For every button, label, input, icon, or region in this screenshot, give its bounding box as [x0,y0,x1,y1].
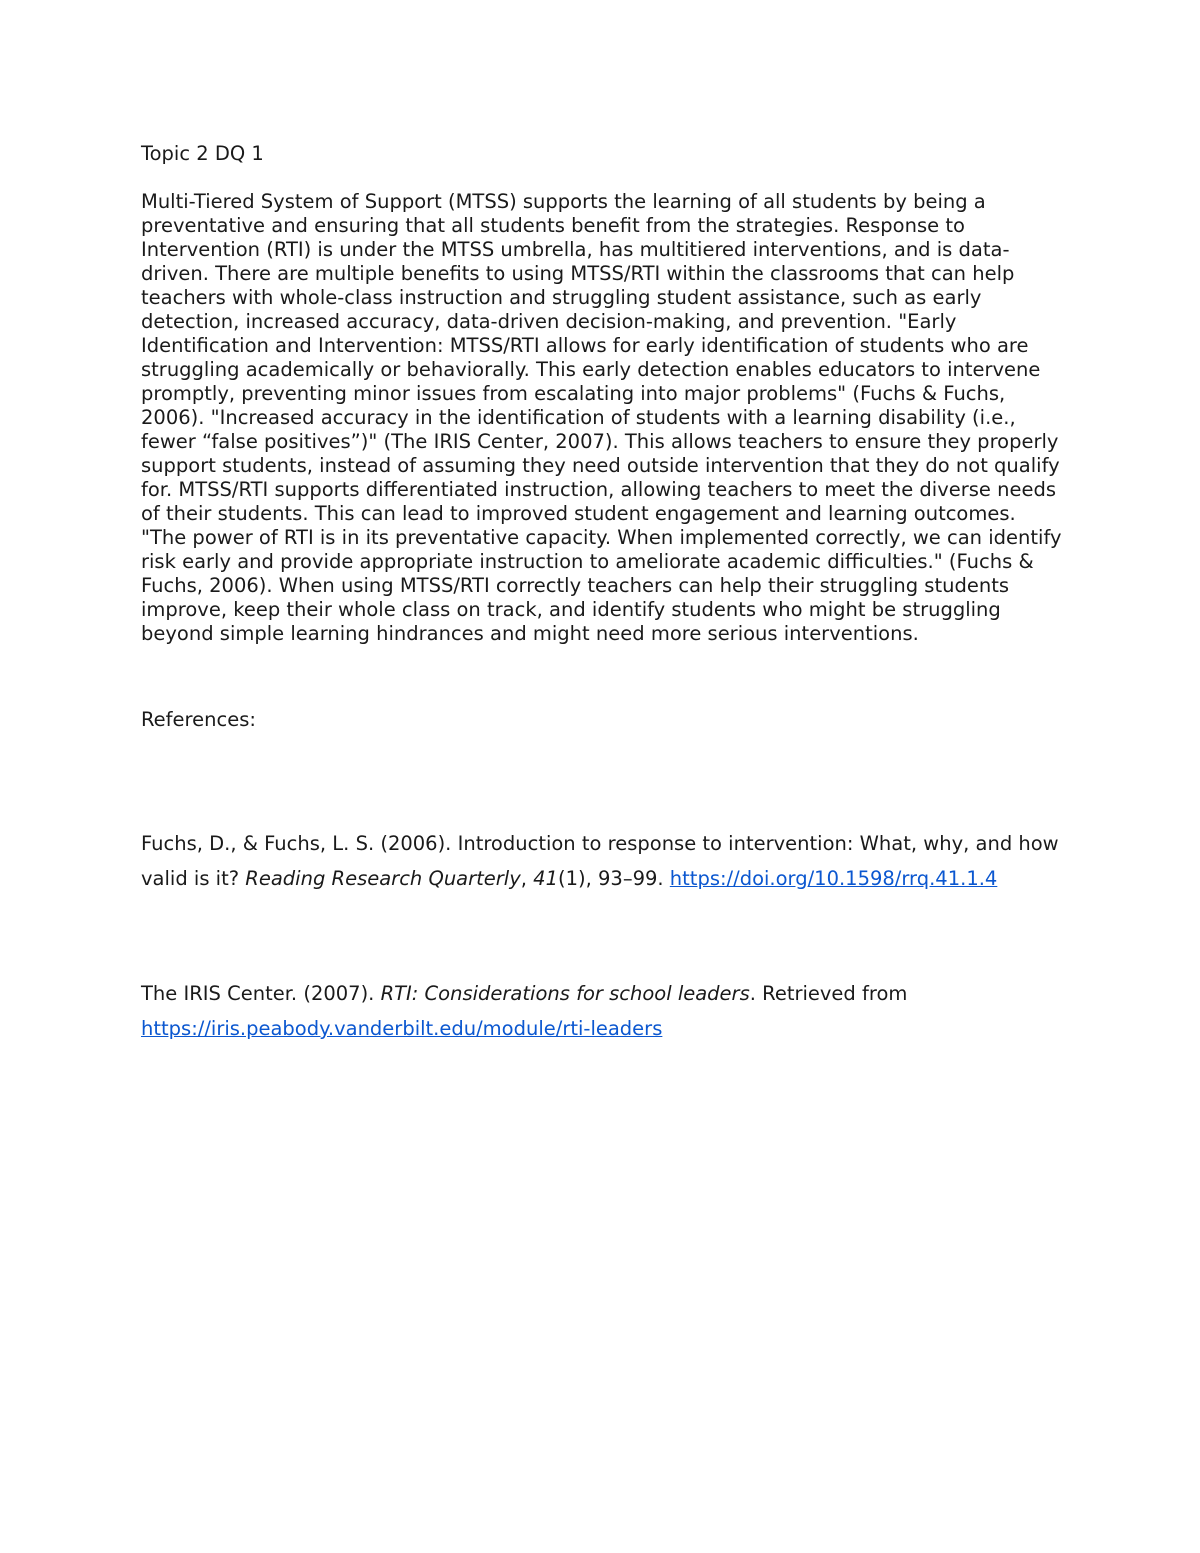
document-title: Topic 2 DQ 1 [141,142,264,165]
reference-iris-prefix: The IRIS Center. (2007). [141,982,381,1005]
reference-fuchs-doi-link[interactable]: https://doi.org/10.1598/rrq.41.1.4 [669,867,998,890]
document-content [141,142,1066,1046]
reference-fuchs-prefix: Fuchs, D., & Fuchs, L. S. (2006). Introduction to response to intervention: What, why, and how valid is it? [141,832,1059,890]
reference-fuchs-separator: , [520,867,534,890]
reference-iris-title: RTI: Considerations for school leaders [380,982,750,1005]
references-heading: References: [141,708,256,731]
reference-iris [141,976,1066,1046]
reference-fuchs [141,826,1066,896]
reference-iris-retrieved: . Retrieved from [749,982,908,1005]
reference-fuchs-pages: (1), 93–99. [558,867,670,890]
reference-fuchs-volume: 41 [533,867,558,890]
reference-iris-url-link[interactable]: https://iris.peabody.vanderbilt.edu/module/rti-leaders [141,1017,663,1040]
reference-fuchs-journal: Reading Research Quarterly [245,867,521,890]
discussion-paragraph: Multi-Tiered System of Support (MTSS) supports the learning of all students by being a preventative and ensuring that all students benefit from the strategies. Response to Intervention (RTI) is under the MTSS umbrella, has multitiered interventions, and is data-driven. There are multiple benefits to using MTSS/RTI within the classrooms that can help teachers with whole-class instruction and struggling student assistance, such as early detection, increased accuracy, data-driven decision-making, and prevention. "Early Identification and Intervention: MTSS/RTI allows for early identification of students who are struggling academically or behaviorally. This early detection enables educators to intervene promptly, preventing minor issues from escalating into major problems" (Fuchs & Fuchs, 2006). "Increased accuracy in the identification of students with a learning disability (i.e., fewer “false positives”)" (The IRIS Center, 2007). This allows teachers to ensure they properly support students, instead of assuming they need outside intervention that they do not qualify for. MTSS/RTI supports differentiated instruction, allowing teachers to meet the diverse needs of their students. This can lead to improved student engagement and learning outcomes. "The power of RTI is in its preventative capacity. When implemented correctly, we can identify risk early and provide appropriate instruction to ameliorate academic difficulties." (Fuchs & Fuchs, 2006). When using MTSS/RTI correctly teachers can help their struggling students improve, keep their whole class on track, and identify students who might be struggling beyond simple learning hindrances and might need more serious interventions. [141,190,1062,645]
